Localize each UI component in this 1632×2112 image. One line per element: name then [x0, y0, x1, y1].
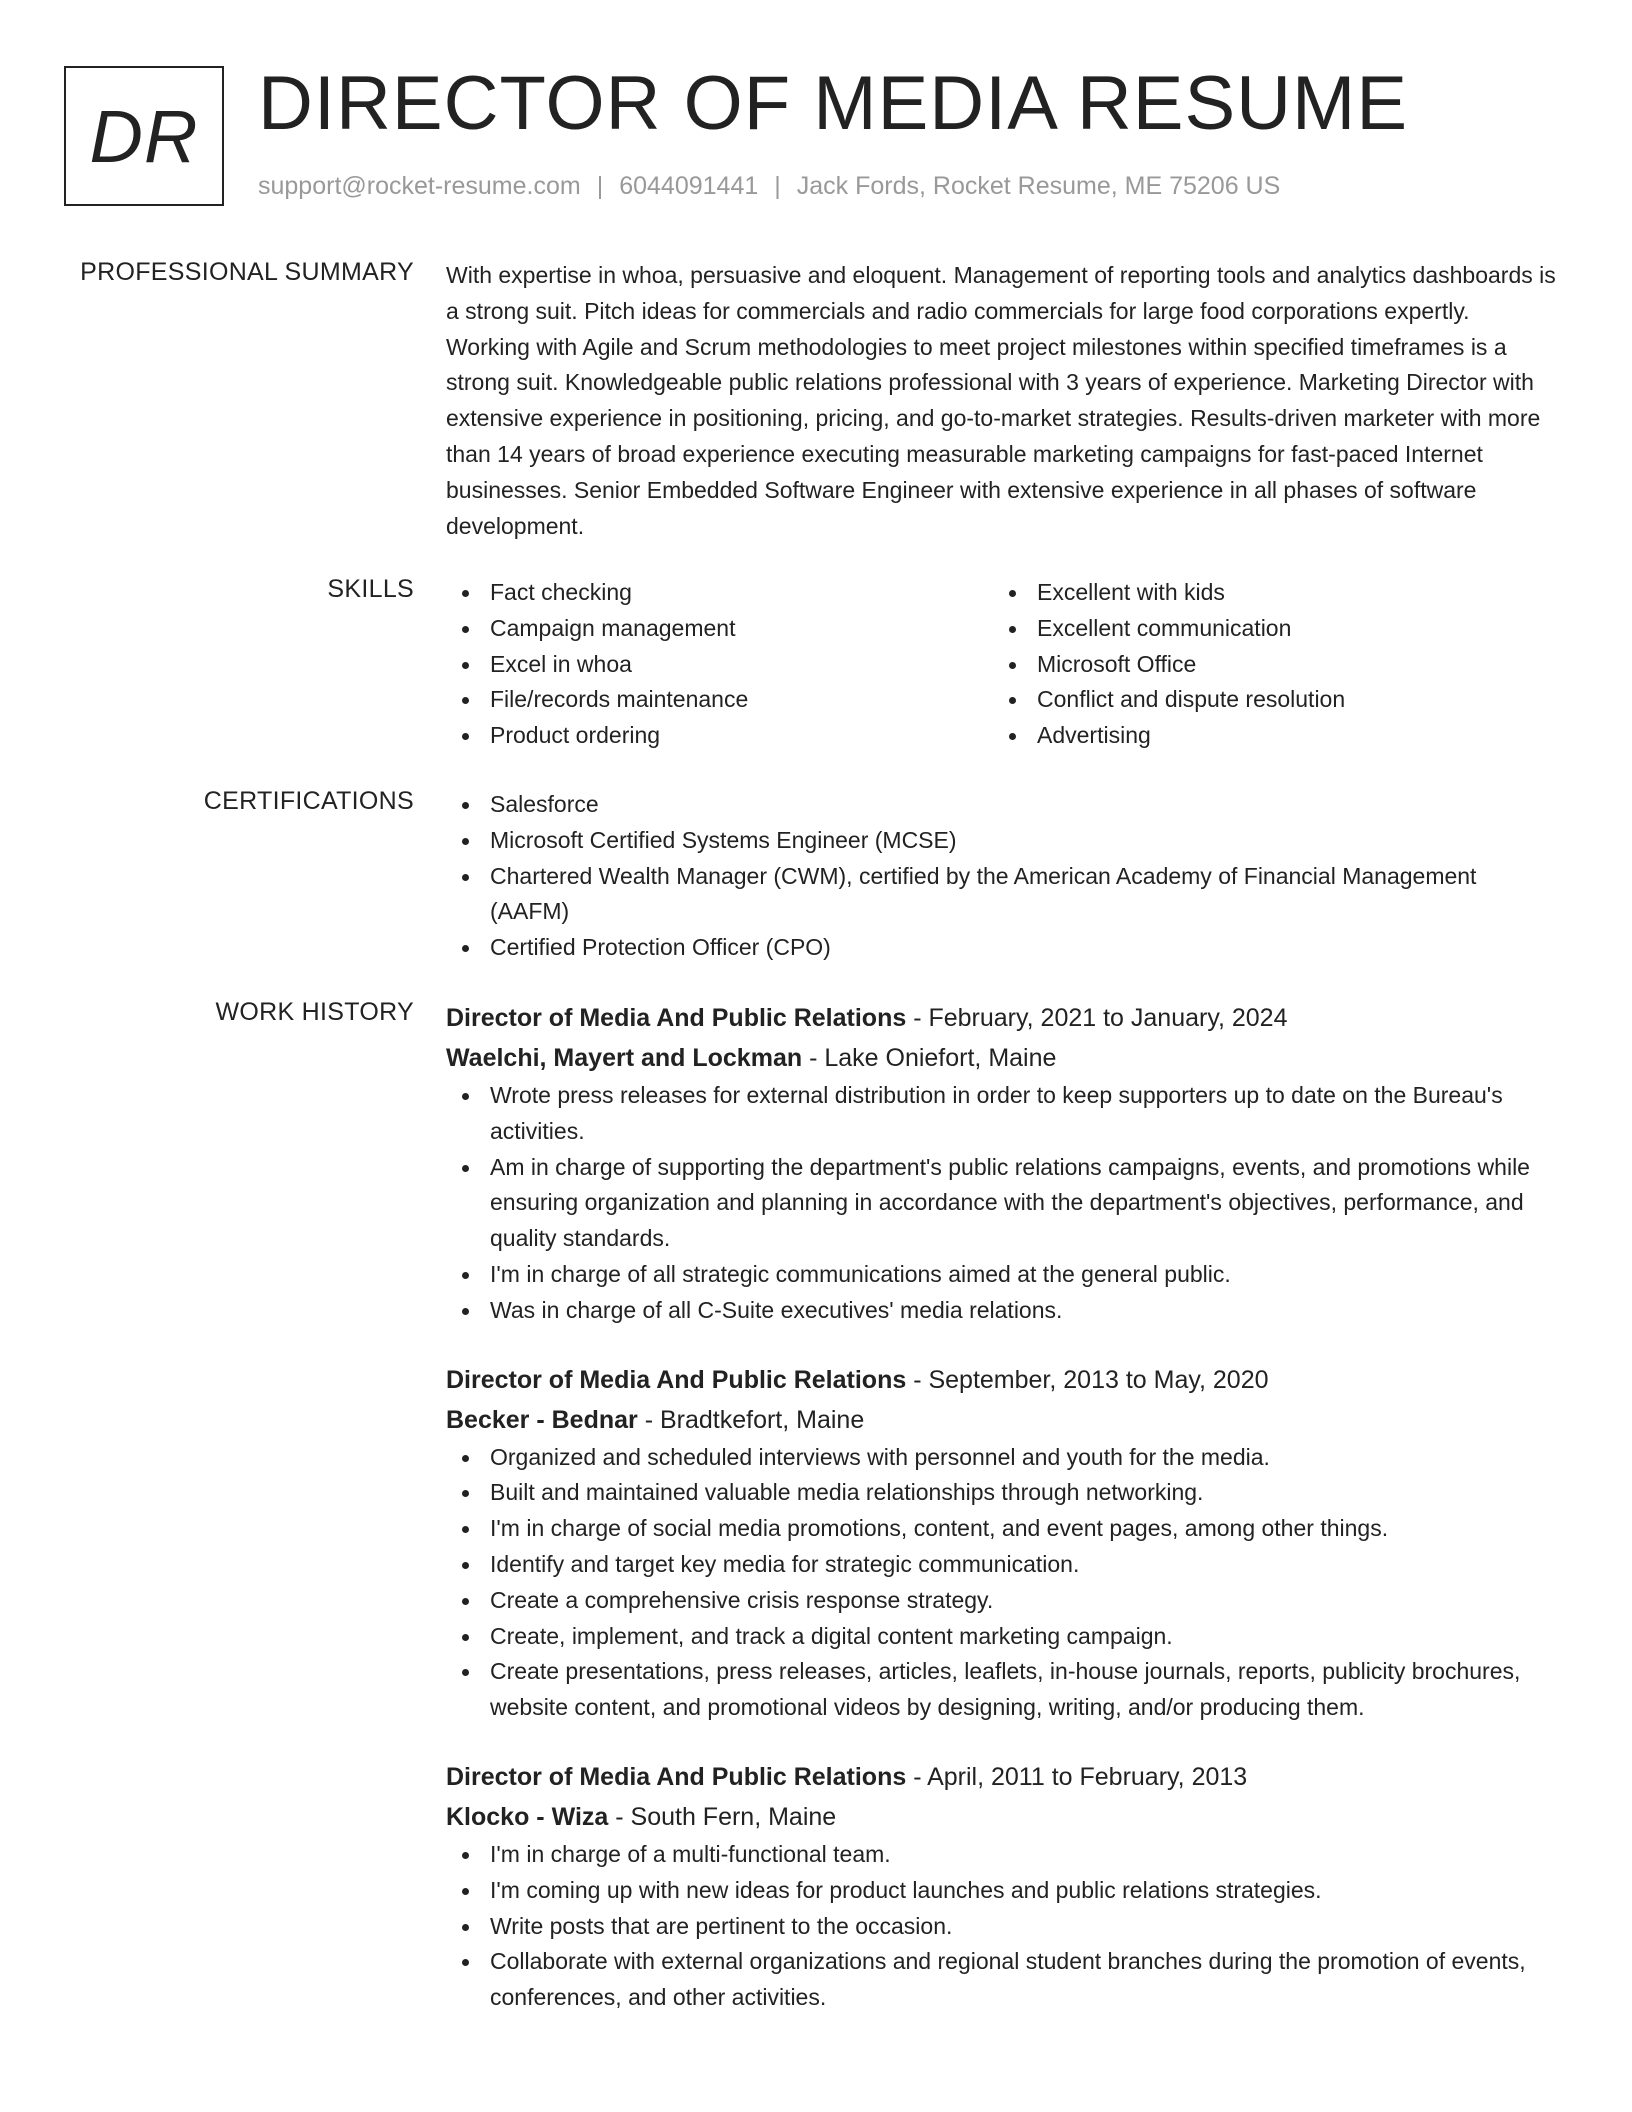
job-duty-item: I'm in charge of all strategic communications aimed at the general public. — [446, 1257, 1556, 1293]
job-company: Becker - Bednar — [446, 1405, 638, 1434]
resume-title: DIRECTOR OF MEDIA RESUME — [258, 61, 1409, 146]
skills-list-right — [993, 575, 1540, 754]
skills-body — [446, 575, 1556, 754]
skill-item: Excellent communication — [993, 611, 1540, 647]
section-label-skills: SKILLS — [327, 575, 414, 603]
certification-item: Salesforce — [446, 787, 1556, 823]
section-label-work-history: WORK HISTORY — [215, 998, 414, 1026]
job-duty-item: Create presentations, press releases, articles, leaflets, in-house journals, reports, publicity brochures, website content, and promotional videos by designing, writing, and/or producing them. — [446, 1654, 1556, 1726]
contact-separator: | — [596, 172, 604, 200]
job-company-line — [446, 1797, 1556, 1837]
summary-text: With expertise in whoa, persuasive and eloquent. Management of reporting tools and analytics dashboards is a strong suit. Pitch ideas for commercials and radio commercials for large food corporations expertly. Working with Agile and Scrum methodologies to meet project milestones within specified timeframes is a strong suit. Knowledgeable public relations professional with 3 years of experience. Marketing Director with extensive experience in positioning, pricing, and go-to-market strategies. Results-driven marketer with more than 14 years of broad experience executing measurable marketing campaigns for fast-paced Internet businesses. Senior Embedded Software Engineer with extensive experience in all phases of software development. — [446, 262, 1556, 539]
certification-item: Chartered Wealth Manager (CWM), certified by the American Academy of Financial Management (AAFM) — [446, 859, 1556, 931]
skill-item: Microsoft Office — [993, 647, 1540, 683]
contact-address: Jack Fords, Rocket Resume, ME 75206 US — [796, 172, 1281, 200]
job-duty-item: I'm in charge of a multi-functional team. — [446, 1837, 1556, 1873]
job-entry — [446, 998, 1556, 1329]
contact-line — [258, 172, 1280, 201]
work-history-body — [446, 998, 1556, 2016]
job-location: - South Fern, Maine — [608, 1802, 837, 1831]
job-duty-item: Am in charge of supporting the department's public relations campaigns, events, and promotions while ensuring organization and planning in accordance with the department's objectives, performance, and quality standards. — [446, 1150, 1556, 1257]
job-duty-item: Create a comprehensive crisis response strategy. — [446, 1583, 1556, 1619]
job-company-line — [446, 1038, 1556, 1078]
job-location: - Lake Oniefort, Maine — [802, 1044, 1057, 1072]
job-duty-item: Built and maintained valuable media relationships through networking. — [446, 1475, 1556, 1511]
job-entry — [446, 1360, 1556, 1726]
job-duty-item: Was in charge of all C-Suite executives' media relations. — [446, 1293, 1556, 1329]
job-duty-item: Organized and scheduled interviews with personnel and youth for the media. — [446, 1440, 1556, 1476]
job-company: Waelchi, Mayert and Lockman — [446, 1044, 803, 1072]
job-company-line — [446, 1400, 1556, 1440]
skill-item: Campaign management — [446, 611, 993, 647]
contact-separator: | — [774, 172, 781, 200]
job-duty-item: Wrote press releases for external distribution in order to keep supporters up to date on the Bureau's activities. — [446, 1078, 1556, 1150]
job-entry — [446, 1757, 1556, 2016]
certifications-list — [446, 787, 1556, 966]
section-label-certifications: CERTIFICATIONS — [203, 787, 414, 815]
certification-item: Certified Protection Officer (CPO) — [446, 930, 1556, 966]
job-title-line — [446, 998, 1556, 1038]
resume-header — [64, 61, 1564, 216]
job-dates: - April, 2011 to February, 2013 — [906, 1762, 1248, 1791]
contact-phone: 6044091441 — [619, 172, 759, 200]
monogram-logo: DR — [64, 66, 224, 206]
skill-item: Excellent with kids — [993, 575, 1540, 611]
job-duty-item: I'm coming up with new ideas for product launches and public relations strategies. — [446, 1873, 1556, 1909]
job-duty-item: I'm in charge of social media promotions, content, and event pages, among other things. — [446, 1511, 1556, 1547]
job-duties-list — [446, 1440, 1556, 1726]
certification-item: Microsoft Certified Systems Engineer (MCSE) — [446, 823, 1556, 859]
section-label-summary: PROFESSIONAL SUMMARY — [80, 258, 414, 286]
job-duty-item: Create, implement, and track a digital content marketing campaign. — [446, 1619, 1556, 1655]
job-title-line — [446, 1757, 1556, 1797]
summary-body — [446, 258, 1556, 544]
skills-list-left — [446, 575, 993, 754]
skill-item: Conflict and dispute resolution — [993, 682, 1540, 718]
job-duty-item: Identify and target key media for strategic communication. — [446, 1547, 1556, 1583]
job-duty-item: Collaborate with external organizations and regional student branches during the promotion of events, conferences, and other activities. — [446, 1944, 1556, 2016]
contact-email: support@rocket-resume.com — [258, 172, 581, 200]
skill-item: Excel in whoa — [446, 647, 993, 683]
job-title-line — [446, 1360, 1556, 1400]
job-duties-list — [446, 1837, 1556, 2016]
job-company: Klocko - Wiza — [446, 1802, 609, 1831]
job-title: Director of Media And Public Relations — [446, 1004, 907, 1032]
job-title: Director of Media And Public Relations — [446, 1762, 907, 1791]
job-duty-item: Write posts that are pertinent to the occasion. — [446, 1909, 1556, 1945]
job-duties-list — [446, 1078, 1556, 1329]
skill-item: Product ordering — [446, 718, 993, 754]
job-location: - Bradtkefort, Maine — [637, 1405, 865, 1434]
job-title: Director of Media And Public Relations — [446, 1365, 907, 1394]
job-dates: - September, 2013 to May, 2020 — [906, 1365, 1269, 1394]
job-dates: - February, 2021 to January, 2024 — [906, 1004, 1288, 1032]
skill-item: File/records maintenance — [446, 682, 993, 718]
skill-item: Advertising — [993, 718, 1540, 754]
skill-item: Fact checking — [446, 575, 993, 611]
certifications-body — [446, 787, 1556, 966]
